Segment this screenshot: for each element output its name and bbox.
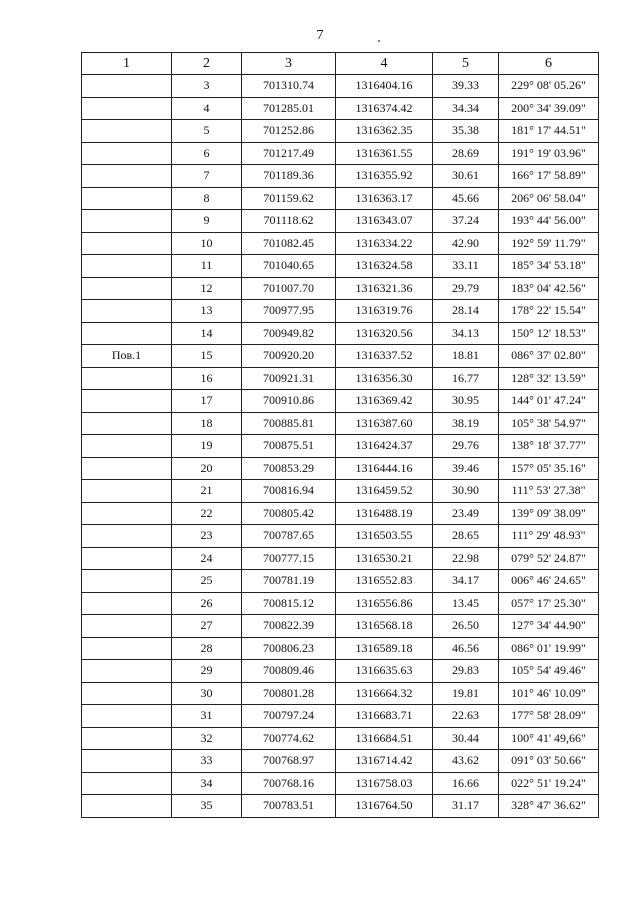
- coord-x-cell: 701189.36: [242, 165, 336, 188]
- group-label-cell: [82, 255, 172, 278]
- coord-y-cell: 1316320.56: [336, 322, 433, 345]
- table-row: [82, 277, 599, 300]
- bearing-cell: 181° 17' 44.51": [499, 120, 599, 143]
- bearing-cell: 183° 04' 42.56": [499, 277, 599, 300]
- column-header-3: 3: [242, 53, 336, 75]
- table-row: [82, 165, 599, 188]
- group-label-cell: [82, 165, 172, 188]
- group-label-cell: [82, 390, 172, 413]
- coord-y-cell: 1316488.19: [336, 502, 433, 525]
- point-number-cell: 7: [172, 165, 242, 188]
- coord-x-cell: 700806.23: [242, 637, 336, 660]
- coord-x-cell: 701007.70: [242, 277, 336, 300]
- bearing-cell: 139° 09' 38.09": [499, 502, 599, 525]
- point-number-cell: 3: [172, 75, 242, 98]
- coord-x-cell: 700815.12: [242, 592, 336, 615]
- coord-y-cell: 1316714.42: [336, 750, 433, 773]
- bearing-cell: 079° 52' 24.87": [499, 547, 599, 570]
- group-label-cell: [82, 120, 172, 143]
- bearing-cell: 057° 17' 25.30": [499, 592, 599, 615]
- point-number-cell: 16: [172, 367, 242, 390]
- coord-x-cell: 701118.62: [242, 210, 336, 233]
- table-row: [82, 637, 599, 660]
- coord-y-cell: 1316369.42: [336, 390, 433, 413]
- table-row: [82, 255, 599, 278]
- group-label-cell: [82, 570, 172, 593]
- group-label-cell: [82, 97, 172, 120]
- point-number-cell: 10: [172, 232, 242, 255]
- group-label-cell: [82, 300, 172, 323]
- point-number-cell: 21: [172, 480, 242, 503]
- bearing-cell: 191° 19' 03.96": [499, 142, 599, 165]
- coord-x-cell: 700809.46: [242, 660, 336, 683]
- coord-y-cell: 1316334.22: [336, 232, 433, 255]
- point-number-cell: 9: [172, 210, 242, 233]
- group-label-cell: [82, 660, 172, 683]
- point-number-cell: 18: [172, 412, 242, 435]
- point-number-cell: 22: [172, 502, 242, 525]
- group-label-cell: [82, 615, 172, 638]
- bearing-cell: 177° 58' 28.09": [499, 705, 599, 728]
- coord-x-cell: 700920.20: [242, 345, 336, 368]
- table-row: [82, 570, 599, 593]
- bearing-cell: 091° 03' 50.66": [499, 750, 599, 773]
- point-number-cell: 24: [172, 547, 242, 570]
- coord-y-cell: 1316684.51: [336, 727, 433, 750]
- coord-y-cell: 1316363.17: [336, 187, 433, 210]
- point-number-cell: 30: [172, 682, 242, 705]
- table-row: [82, 660, 599, 683]
- coord-y-cell: 1316503.55: [336, 525, 433, 548]
- distance-cell: 37.24: [433, 210, 499, 233]
- point-number-cell: 31: [172, 705, 242, 728]
- distance-cell: 22.98: [433, 547, 499, 570]
- bearing-cell: 150° 12' 18.53": [499, 322, 599, 345]
- bearing-cell: 166° 17' 58.89": [499, 165, 599, 188]
- table-row: [82, 457, 599, 480]
- bearing-cell: 100° 41' 49,66": [499, 727, 599, 750]
- bearing-cell: 105° 54' 49.46": [499, 660, 599, 683]
- distance-cell: 23.49: [433, 502, 499, 525]
- group-label-cell: [82, 457, 172, 480]
- coord-x-cell: 700805.42: [242, 502, 336, 525]
- point-number-cell: 15: [172, 345, 242, 368]
- table-row: [82, 547, 599, 570]
- table-row: [82, 525, 599, 548]
- coord-y-cell: 1316764.50: [336, 795, 433, 818]
- coord-x-cell: 700801.28: [242, 682, 336, 705]
- coord-y-cell: 1316374.42: [336, 97, 433, 120]
- column-header-5: 5: [433, 53, 499, 75]
- group-label-cell: [82, 727, 172, 750]
- coord-x-cell: 701217.49: [242, 142, 336, 165]
- distance-cell: 13.45: [433, 592, 499, 615]
- table-row: [82, 705, 599, 728]
- group-label-cell: [82, 682, 172, 705]
- distance-cell: 46.56: [433, 637, 499, 660]
- point-number-cell: 17: [172, 390, 242, 413]
- bearing-cell: 178° 22' 15.54": [499, 300, 599, 323]
- group-label-cell: [82, 502, 172, 525]
- point-number-cell: 33: [172, 750, 242, 773]
- coord-x-cell: 700949.82: [242, 322, 336, 345]
- bearing-cell: 206° 06' 58.04": [499, 187, 599, 210]
- coord-x-cell: 700885.81: [242, 412, 336, 435]
- coord-x-cell: 701310.74: [242, 75, 336, 98]
- coordinates-table: [81, 52, 599, 818]
- coord-x-cell: 701285.01: [242, 97, 336, 120]
- coord-x-cell: 700816.94: [242, 480, 336, 503]
- group-label-cell: [82, 547, 172, 570]
- coord-x-cell: 701159.62: [242, 187, 336, 210]
- distance-cell: 34.17: [433, 570, 499, 593]
- table-row: [82, 142, 599, 165]
- table-body: [82, 75, 599, 818]
- coord-y-cell: 1316319.76: [336, 300, 433, 323]
- coord-x-cell: 700768.97: [242, 750, 336, 773]
- group-label-cell: [82, 142, 172, 165]
- column-header-4: 4: [336, 53, 433, 75]
- page-number: 7: [316, 28, 324, 43]
- coord-y-cell: 1316343.07: [336, 210, 433, 233]
- coord-y-cell: 1316337.52: [336, 345, 433, 368]
- coord-y-cell: 1316683.71: [336, 705, 433, 728]
- coord-x-cell: 700875.51: [242, 435, 336, 458]
- distance-cell: 28.69: [433, 142, 499, 165]
- coord-y-cell: 1316589.18: [336, 637, 433, 660]
- table-row: [82, 322, 599, 345]
- distance-cell: 30.44: [433, 727, 499, 750]
- point-number-cell: 19: [172, 435, 242, 458]
- bearing-cell: 328° 47' 36.62": [499, 795, 599, 818]
- group-label-cell: [82, 750, 172, 773]
- coord-x-cell: 700921.31: [242, 367, 336, 390]
- coord-y-cell: 1316424.37: [336, 435, 433, 458]
- scan-speck: [378, 40, 380, 42]
- table-row: [82, 435, 599, 458]
- group-label-cell: [82, 480, 172, 503]
- distance-cell: 16.77: [433, 367, 499, 390]
- table-row: [82, 772, 599, 795]
- distance-cell: 31.17: [433, 795, 499, 818]
- table-row: [82, 795, 599, 818]
- table-row: [82, 592, 599, 615]
- group-label-cell: [82, 412, 172, 435]
- bearing-cell: 144° 01' 47.24": [499, 390, 599, 413]
- bearing-cell: 105° 38' 54.97": [499, 412, 599, 435]
- coord-x-cell: 700783.51: [242, 795, 336, 818]
- point-number-cell: 32: [172, 727, 242, 750]
- coord-y-cell: 1316552.83: [336, 570, 433, 593]
- point-number-cell: 11: [172, 255, 242, 278]
- table-row: [82, 750, 599, 773]
- distance-cell: 30.95: [433, 390, 499, 413]
- column-header-1: 1: [82, 53, 172, 75]
- table-row: [82, 97, 599, 120]
- group-label-cell: [82, 795, 172, 818]
- point-number-cell: 26: [172, 592, 242, 615]
- column-header-6: 6: [499, 53, 599, 75]
- bearing-cell: 022° 51' 19.24": [499, 772, 599, 795]
- distance-cell: 34.34: [433, 97, 499, 120]
- table-row: [82, 412, 599, 435]
- coord-y-cell: 1316404.16: [336, 75, 433, 98]
- distance-cell: 29.83: [433, 660, 499, 683]
- column-header-2: 2: [172, 53, 242, 75]
- coord-y-cell: 1316361.55: [336, 142, 433, 165]
- point-number-cell: 25: [172, 570, 242, 593]
- distance-cell: 43.62: [433, 750, 499, 773]
- table-row: [82, 502, 599, 525]
- bearing-cell: 111° 53' 27.38": [499, 480, 599, 503]
- bearing-cell: 200° 34' 39.09": [499, 97, 599, 120]
- point-number-cell: 8: [172, 187, 242, 210]
- coord-y-cell: 1316355.92: [336, 165, 433, 188]
- group-label-cell: [82, 705, 172, 728]
- bearing-cell: 127° 34' 44.90": [499, 615, 599, 638]
- table-row: [82, 232, 599, 255]
- group-label-cell: [82, 525, 172, 548]
- distance-cell: 19.81: [433, 682, 499, 705]
- coord-y-cell: 1316387.60: [336, 412, 433, 435]
- point-number-cell: 13: [172, 300, 242, 323]
- bearing-cell: 111° 29' 48.93": [499, 525, 599, 548]
- bearing-cell: 086° 37' 02.80": [499, 345, 599, 368]
- coord-x-cell: 700781.19: [242, 570, 336, 593]
- bearing-cell: 138° 18' 37.77": [499, 435, 599, 458]
- group-label-cell: [82, 322, 172, 345]
- bearing-cell: 086° 01' 19.99": [499, 637, 599, 660]
- coord-x-cell: 700822.39: [242, 615, 336, 638]
- distance-cell: 30.90: [433, 480, 499, 503]
- table-row: [82, 615, 599, 638]
- point-number-cell: 4: [172, 97, 242, 120]
- distance-cell: 39.33: [433, 75, 499, 98]
- point-number-cell: 14: [172, 322, 242, 345]
- table-row: [82, 75, 599, 98]
- coord-x-cell: 700910.86: [242, 390, 336, 413]
- distance-cell: 30.61: [433, 165, 499, 188]
- point-number-cell: 20: [172, 457, 242, 480]
- group-label-cell: [82, 435, 172, 458]
- distance-cell: 35.38: [433, 120, 499, 143]
- distance-cell: 39.46: [433, 457, 499, 480]
- coord-x-cell: 700777.15: [242, 547, 336, 570]
- coord-y-cell: 1316324.58: [336, 255, 433, 278]
- table-row: [82, 682, 599, 705]
- coord-x-cell: 701252.86: [242, 120, 336, 143]
- group-label-cell: [82, 277, 172, 300]
- bearing-cell: 229° 08' 05.26": [499, 75, 599, 98]
- table-header-row: [82, 53, 599, 75]
- bearing-cell: 193° 44' 56.00": [499, 210, 599, 233]
- distance-cell: 16.66: [433, 772, 499, 795]
- point-number-cell: 5: [172, 120, 242, 143]
- bearing-cell: 192° 59' 11.79": [499, 232, 599, 255]
- point-number-cell: 27: [172, 615, 242, 638]
- point-number-cell: 6: [172, 142, 242, 165]
- distance-cell: 26.50: [433, 615, 499, 638]
- coord-x-cell: 701082.45: [242, 232, 336, 255]
- point-number-cell: 34: [172, 772, 242, 795]
- bearing-cell: 185° 34' 53.18": [499, 255, 599, 278]
- table-row: [82, 727, 599, 750]
- distance-cell: 38.19: [433, 412, 499, 435]
- point-number-cell: 23: [172, 525, 242, 548]
- coord-x-cell: 700787.65: [242, 525, 336, 548]
- table-row: [82, 390, 599, 413]
- point-number-cell: 29: [172, 660, 242, 683]
- distance-cell: 34.13: [433, 322, 499, 345]
- coord-y-cell: 1316568.18: [336, 615, 433, 638]
- group-label-cell: [82, 232, 172, 255]
- distance-cell: 33.11: [433, 255, 499, 278]
- table-row: [82, 480, 599, 503]
- group-label-cell: Пов.1: [82, 345, 172, 368]
- table-row: [82, 300, 599, 323]
- table-row: [82, 120, 599, 143]
- distance-cell: 18.81: [433, 345, 499, 368]
- distance-cell: 28.65: [433, 525, 499, 548]
- bearing-cell: 006° 46' 24.65": [499, 570, 599, 593]
- table-row: [82, 187, 599, 210]
- table-row: [82, 345, 599, 368]
- coord-y-cell: 1316459.52: [336, 480, 433, 503]
- distance-cell: 22.63: [433, 705, 499, 728]
- coord-y-cell: 1316321.36: [336, 277, 433, 300]
- table-row: [82, 367, 599, 390]
- bearing-cell: 101° 46' 10.09": [499, 682, 599, 705]
- coord-y-cell: 1316362.35: [336, 120, 433, 143]
- coord-x-cell: 700797.24: [242, 705, 336, 728]
- distance-cell: 29.79: [433, 277, 499, 300]
- coord-x-cell: 700853.29: [242, 457, 336, 480]
- group-label-cell: [82, 210, 172, 233]
- distance-cell: 42.90: [433, 232, 499, 255]
- table-row: [82, 210, 599, 233]
- distance-cell: 28.14: [433, 300, 499, 323]
- coord-x-cell: 700774.62: [242, 727, 336, 750]
- group-label-cell: [82, 637, 172, 660]
- group-label-cell: [82, 367, 172, 390]
- group-label-cell: [82, 772, 172, 795]
- bearing-cell: 157° 05' 35.16": [499, 457, 599, 480]
- coord-y-cell: 1316664.32: [336, 682, 433, 705]
- group-label-cell: [82, 592, 172, 615]
- point-number-cell: 12: [172, 277, 242, 300]
- point-number-cell: 28: [172, 637, 242, 660]
- distance-cell: 29.76: [433, 435, 499, 458]
- coord-y-cell: 1316635.63: [336, 660, 433, 683]
- coord-x-cell: 700768.16: [242, 772, 336, 795]
- coord-y-cell: 1316530.21: [336, 547, 433, 570]
- point-number-cell: 35: [172, 795, 242, 818]
- group-label-cell: [82, 187, 172, 210]
- coord-x-cell: 700977.95: [242, 300, 336, 323]
- coord-y-cell: 1316444.16: [336, 457, 433, 480]
- coord-x-cell: 701040.65: [242, 255, 336, 278]
- distance-cell: 45.66: [433, 187, 499, 210]
- coord-y-cell: 1316356.30: [336, 367, 433, 390]
- bearing-cell: 128° 32' 13.59": [499, 367, 599, 390]
- coord-y-cell: 1316556.86: [336, 592, 433, 615]
- group-label-cell: [82, 75, 172, 98]
- coord-y-cell: 1316758.03: [336, 772, 433, 795]
